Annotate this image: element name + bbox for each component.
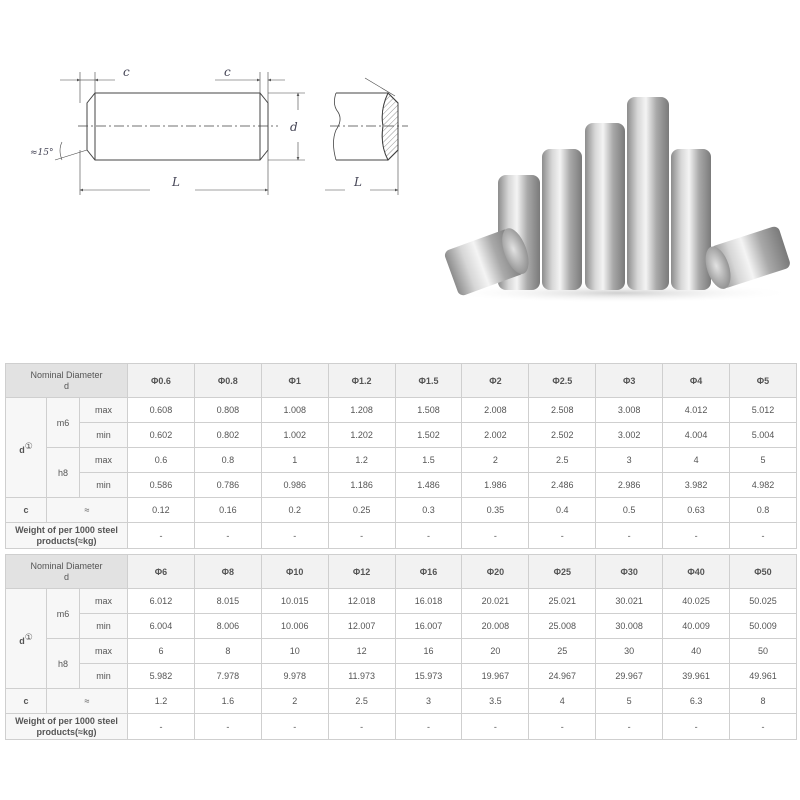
cell: 0.6 [128, 448, 195, 473]
table-header-row [6, 555, 797, 589]
cell: 29.967 [596, 664, 663, 689]
h8-label: h8 [47, 639, 80, 689]
cell: 0.786 [194, 473, 261, 498]
max-label: max [80, 639, 128, 664]
cell: 2.5 [328, 689, 395, 714]
cell: 10.015 [261, 589, 328, 614]
diameter-header: Φ20 [462, 555, 529, 589]
cell: 1 [261, 448, 328, 473]
spec-table-small [5, 363, 797, 549]
cell: 3.5 [462, 689, 529, 714]
pin-2 [542, 149, 582, 290]
pin-right-lying [701, 225, 792, 292]
cell: 3.982 [663, 473, 730, 498]
cell: - [128, 523, 195, 549]
cell: 0.802 [194, 423, 261, 448]
diameter-header: Φ3 [596, 364, 663, 398]
table-row [6, 398, 797, 423]
cell: - [194, 714, 261, 740]
cell: 6.012 [128, 589, 195, 614]
cell: - [395, 523, 462, 549]
cell: 0.986 [261, 473, 328, 498]
diameter-header: Φ1.2 [328, 364, 395, 398]
cell: 2 [462, 448, 529, 473]
cell: 0.8 [730, 498, 797, 523]
cell: 5.004 [730, 423, 797, 448]
cell: 1.5 [395, 448, 462, 473]
cell: - [529, 523, 596, 549]
cell: 2.986 [596, 473, 663, 498]
table-row [6, 614, 797, 639]
cell: 39.961 [663, 664, 730, 689]
weight-row-label: Weight of per 1000 steel products(≈kg) [6, 523, 128, 549]
diameter-header: Φ1 [261, 364, 328, 398]
max-label: max [80, 448, 128, 473]
cell: 2.508 [529, 398, 596, 423]
h8-label: h8 [47, 448, 80, 498]
cell: 30 [596, 639, 663, 664]
cell: 50.009 [730, 614, 797, 639]
cell: 1.2 [328, 448, 395, 473]
cell: 20.021 [462, 589, 529, 614]
pin-3 [585, 123, 625, 290]
dim-angle: ≈15° [30, 148, 54, 158]
cell: 5.982 [128, 664, 195, 689]
min-label: min [80, 423, 128, 448]
cell: - [730, 523, 797, 549]
cell: 30.008 [596, 614, 663, 639]
cell: 3 [596, 448, 663, 473]
cell: - [261, 714, 328, 740]
max-label: max [80, 589, 128, 614]
cell: - [663, 523, 730, 549]
cell: 0.2 [261, 498, 328, 523]
cell: 1.208 [328, 398, 395, 423]
hatch-section [382, 93, 398, 160]
diameter-header: Φ1.5 [395, 364, 462, 398]
table-row [6, 714, 797, 740]
diameter-header: Φ2 [462, 364, 529, 398]
cell: 50.025 [730, 589, 797, 614]
table-header-row [6, 364, 797, 398]
cell: 40.025 [663, 589, 730, 614]
table-row [6, 423, 797, 448]
diameter-header: Φ4 [663, 364, 730, 398]
cell: - [328, 714, 395, 740]
cell: - [395, 714, 462, 740]
m6-label: m6 [47, 589, 80, 639]
cell: 0.35 [462, 498, 529, 523]
cell: 1.202 [328, 423, 395, 448]
diameter-header: Φ12 [328, 555, 395, 589]
cell: 1.508 [395, 398, 462, 423]
cell: - [128, 714, 195, 740]
cell: 50 [730, 639, 797, 664]
cell: 1.6 [194, 689, 261, 714]
table-row [6, 523, 797, 549]
cell: 16.018 [395, 589, 462, 614]
diameter-header: Φ0.6 [128, 364, 195, 398]
spec-table-large [5, 554, 797, 740]
cell: 2.5 [529, 448, 596, 473]
cell: 12.007 [328, 614, 395, 639]
cell: 0.4 [529, 498, 596, 523]
cell: 10 [261, 639, 328, 664]
dim-c-right: c [224, 65, 231, 79]
diameter-header: Φ2.5 [529, 364, 596, 398]
cell: 40 [663, 639, 730, 664]
cell: 49.961 [730, 664, 797, 689]
cell: 1.502 [395, 423, 462, 448]
cell: 16 [395, 639, 462, 664]
cell: 2.002 [462, 423, 529, 448]
dim-L-left: L [172, 175, 180, 189]
table-row [6, 589, 797, 614]
cell: 16.007 [395, 614, 462, 639]
cell: 0.602 [128, 423, 195, 448]
cell: - [596, 523, 663, 549]
pin-5 [671, 149, 711, 290]
table-row [6, 664, 797, 689]
cell: 0.63 [663, 498, 730, 523]
c-row-label: c [6, 498, 47, 523]
cell: 19.967 [462, 664, 529, 689]
cell: 6 [128, 639, 195, 664]
cell: 3 [395, 689, 462, 714]
cell: 0.12 [128, 498, 195, 523]
cell: 0.808 [194, 398, 261, 423]
cell: - [596, 714, 663, 740]
cell: 0.608 [128, 398, 195, 423]
cell: 1.986 [462, 473, 529, 498]
diameter-header: Φ0.8 [194, 364, 261, 398]
diameter-header: Φ40 [663, 555, 730, 589]
cell: 9.978 [261, 664, 328, 689]
cell: 4.982 [730, 473, 797, 498]
cell: 4 [663, 448, 730, 473]
weight-row-label: Weight of per 1000 steel products(≈kg) [6, 714, 128, 740]
table-row [6, 498, 797, 523]
cell: 20 [462, 639, 529, 664]
min-label: min [80, 473, 128, 498]
table-row [6, 689, 797, 714]
cell: 5.012 [730, 398, 797, 423]
diameter-header: Φ5 [730, 364, 797, 398]
dim-c-left: c [123, 65, 130, 79]
cell: - [328, 523, 395, 549]
diameter-header: Φ30 [596, 555, 663, 589]
cell: 2.502 [529, 423, 596, 448]
cell: 25.021 [529, 589, 596, 614]
min-label: min [80, 614, 128, 639]
cell: 4 [529, 689, 596, 714]
dim-d: d [290, 120, 298, 134]
cell: 11.973 [328, 664, 395, 689]
max-label: max [80, 398, 128, 423]
diameter-header: Φ16 [395, 555, 462, 589]
approx-label: ≈ [47, 689, 128, 714]
cell: 12.018 [328, 589, 395, 614]
cell: - [730, 714, 797, 740]
diameter-header: Φ25 [529, 555, 596, 589]
cell: 25.008 [529, 614, 596, 639]
m6-label: m6 [47, 398, 80, 448]
diameter-header: Φ10 [261, 555, 328, 589]
cell: 24.967 [529, 664, 596, 689]
d-row-label: d① [6, 589, 47, 689]
approx-label: ≈ [47, 498, 128, 523]
nominal-diameter-label: Nominal Diameter d [6, 555, 128, 589]
cell: - [261, 523, 328, 549]
table-row [6, 448, 797, 473]
cell: 0.3 [395, 498, 462, 523]
cell: 6.3 [663, 689, 730, 714]
cell: 25 [529, 639, 596, 664]
table-row [6, 473, 797, 498]
cell: 4.004 [663, 423, 730, 448]
cell: 1.486 [395, 473, 462, 498]
cell: 15.973 [395, 664, 462, 689]
diameter-header: Φ8 [194, 555, 261, 589]
d-row-label: d① [6, 398, 47, 498]
cell: 3.008 [596, 398, 663, 423]
cell: - [529, 714, 596, 740]
min-label: min [80, 664, 128, 689]
diameter-header: Φ6 [128, 555, 195, 589]
cell: - [462, 714, 529, 740]
cell: 0.5 [596, 498, 663, 523]
cell: - [194, 523, 261, 549]
nominal-diameter-label: Nominal Diameter d [6, 364, 128, 398]
cell: 20.008 [462, 614, 529, 639]
diameter-header: Φ50 [730, 555, 797, 589]
cell: 5 [596, 689, 663, 714]
cell: 40.009 [663, 614, 730, 639]
pin-4 [627, 97, 669, 290]
cell: 0.8 [194, 448, 261, 473]
cell: 8 [730, 689, 797, 714]
table-row [6, 639, 797, 664]
cell: 0.16 [194, 498, 261, 523]
cell: 3.002 [596, 423, 663, 448]
cell: 5 [730, 448, 797, 473]
cell: 2 [261, 689, 328, 714]
dowel-pin-diagram [0, 50, 430, 210]
cell: 0.25 [328, 498, 395, 523]
cell: 2.486 [529, 473, 596, 498]
cell: 7.978 [194, 664, 261, 689]
cell: 4.012 [663, 398, 730, 423]
cell: - [663, 714, 730, 740]
cell: 1.008 [261, 398, 328, 423]
pin-outline [87, 93, 268, 160]
c-row-label: c [6, 689, 47, 714]
cell: 10.006 [261, 614, 328, 639]
cell: 30.021 [596, 589, 663, 614]
dim-L-right: L [354, 175, 362, 189]
cell: 1.002 [261, 423, 328, 448]
cell: 0.586 [128, 473, 195, 498]
cell: 8.006 [194, 614, 261, 639]
cell: - [462, 523, 529, 549]
cell: 12 [328, 639, 395, 664]
cell: 2.008 [462, 398, 529, 423]
pins-photo [430, 85, 800, 305]
cell: 1.2 [128, 689, 195, 714]
cell: 1.186 [328, 473, 395, 498]
cell: 8 [194, 639, 261, 664]
cell: 8.015 [194, 589, 261, 614]
cell: 6.004 [128, 614, 195, 639]
